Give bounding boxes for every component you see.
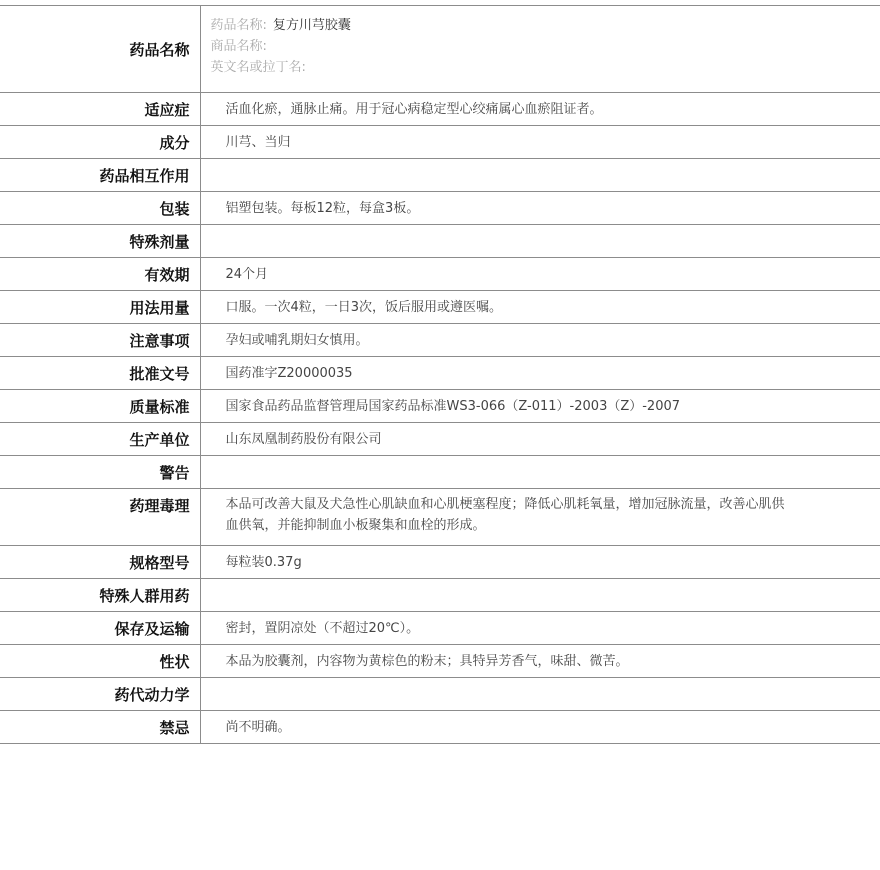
spec-value: 川芎、当归	[200, 126, 880, 159]
english-name-line	[211, 57, 791, 78]
spec-row-specification	[0, 546, 880, 579]
name-block	[200, 6, 880, 93]
spec-value: 本品为胶囊剂，内容物为黄棕色的粉末；具特异芳香气，味甜、微苦。	[200, 645, 880, 678]
spec-value: 国家食品药品监督管理局国家药品标准WS3-066（Z-011）-2003（Z）-2007	[200, 390, 880, 423]
spec-value: 24个月	[200, 258, 880, 291]
spec-value: 铝塑包装。每板12粒，每盒3板。	[200, 192, 880, 225]
spec-label: 成分	[0, 126, 200, 159]
spec-label: 性状	[0, 645, 200, 678]
spec-row-quality-standard	[0, 390, 880, 423]
spec-row-indications	[0, 93, 880, 126]
trade-name-value	[267, 39, 273, 54]
spec-label: 生产单位	[0, 423, 200, 456]
spec-value: 孕妇或哺乳期妇女慎用。	[200, 324, 880, 357]
spec-value: 每粒装0.37g	[200, 546, 880, 579]
spec-value	[200, 579, 880, 612]
spec-row-shelf-life	[0, 258, 880, 291]
spec-label: 注意事项	[0, 324, 200, 357]
drug-name-value: 复方川芎胶囊	[272, 18, 351, 33]
spec-value	[200, 678, 880, 711]
spec-row-usage	[0, 291, 880, 324]
spec-row-manufacturer	[0, 423, 880, 456]
spec-label: 用法用量	[0, 291, 200, 324]
spec-row-description	[0, 645, 880, 678]
spec-label: 药理毒理	[0, 489, 200, 546]
spec-row-special-population	[0, 579, 880, 612]
spec-label: 保存及运输	[0, 612, 200, 645]
english-name-key: 英文名或拉丁名:	[210, 60, 306, 75]
spec-label: 包装	[0, 192, 200, 225]
spec-label: 特殊人群用药	[0, 579, 200, 612]
spec-value	[200, 225, 880, 258]
spec-row-precautions	[0, 324, 880, 357]
spec-row-approval-number	[0, 357, 880, 390]
spec-label: 有效期	[0, 258, 200, 291]
spec-label: 药品相互作用	[0, 159, 200, 192]
spec-value	[200, 456, 880, 489]
spec-label: 特殊剂量	[0, 225, 200, 258]
spec-label: 批准文号	[0, 357, 200, 390]
spec-row-pharmacokinetics	[0, 678, 880, 711]
spec-value: 口服。一次4粒，一日3次，饭后服用或遵医嘱。	[200, 291, 880, 324]
spec-value: 密封，置阴凉处（不超过20℃）。	[200, 612, 880, 645]
trade-name-key: 商品名称:	[210, 39, 267, 54]
spec-label: 警告	[0, 456, 200, 489]
drug-name-key: 药品名称:	[210, 18, 267, 33]
spec-value: 尚不明确。	[200, 711, 880, 744]
spec-value: 活血化瘀，通脉止痛。用于冠心病稳定型心绞痛属心血瘀阻证者。	[200, 93, 880, 126]
spec-label: 质量标准	[0, 390, 200, 423]
spec-row-pharmacology	[0, 489, 880, 546]
spec-row-drug-name	[0, 6, 880, 93]
spec-value: 本品可改善大鼠及犬急性心肌缺血和心肌梗塞程度；降低心肌耗氧量，增加冠脉流量，改善心肌供血供氧，并能抑制血小板聚集和血栓的形成。	[200, 489, 880, 546]
spec-row-packaging	[0, 192, 880, 225]
spec-row-warning	[0, 456, 880, 489]
spec-label: 禁忌	[0, 711, 200, 744]
english-name-value	[306, 60, 312, 75]
spec-label: 药品名称	[0, 6, 200, 93]
spec-value: 山东凤凰制药股份有限公司	[200, 423, 880, 456]
spec-row-storage	[0, 612, 880, 645]
spec-value	[200, 159, 880, 192]
spec-label: 药代动力学	[0, 678, 200, 711]
spec-row-ingredients	[0, 126, 880, 159]
spec-row-contraindications	[0, 711, 880, 744]
drug-name-line	[211, 15, 791, 36]
spec-row-interactions	[0, 159, 880, 192]
spec-row-special-dosage	[0, 225, 880, 258]
trade-name-line	[211, 36, 791, 57]
drug-spec-table	[0, 5, 880, 744]
spec-label: 适应症	[0, 93, 200, 126]
spec-value: 国药准字Z20000035	[200, 357, 880, 390]
spec-label: 规格型号	[0, 546, 200, 579]
